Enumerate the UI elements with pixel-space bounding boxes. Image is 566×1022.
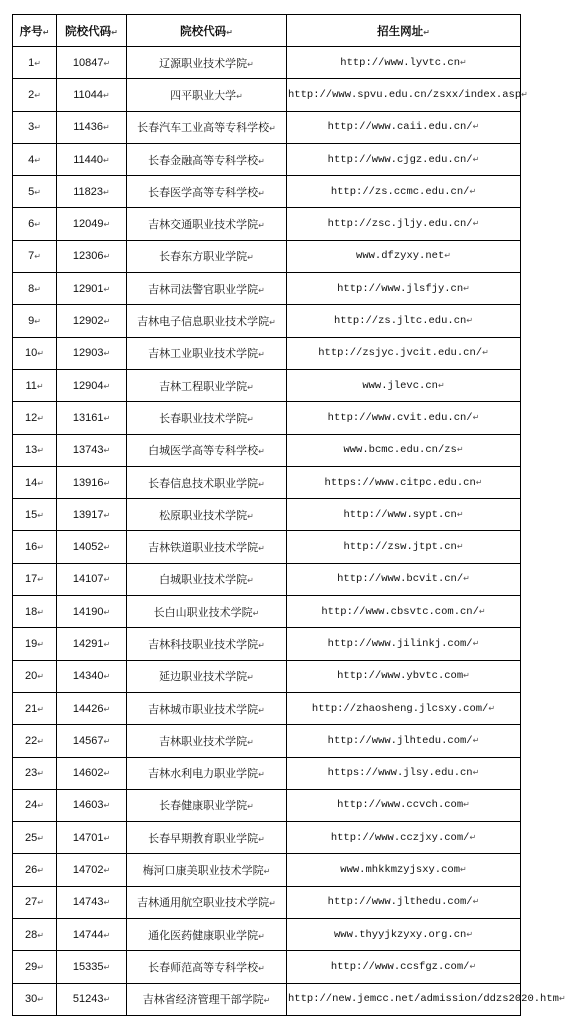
cell-school-name: 吉林工程职业学院↵ <box>127 369 287 401</box>
cell-admission-url[interactable]: www.dfzyxy.net↵ <box>287 240 521 272</box>
cell-school-name: 长春早期教育职业学院↵ <box>127 822 287 854</box>
table-row <box>13 208 521 240</box>
cell-index: 24↵ <box>13 789 57 821</box>
cell-school-code: 13161↵ <box>57 402 127 434</box>
cell-admission-url[interactable]: www.mhkkmzyjsxy.com↵ <box>287 854 521 886</box>
cell-school-name: 白城职业技术学院↵ <box>127 563 287 595</box>
cell-admission-url[interactable]: www.thyyjkzyxy.org.cn↵ <box>287 919 521 951</box>
cell-admission-url[interactable]: http://zs.ccmc.edu.cn/↵ <box>287 176 521 208</box>
cell-school-code: 12904↵ <box>57 369 127 401</box>
cell-school-code: 14190↵ <box>57 596 127 628</box>
table-row <box>13 886 521 918</box>
cell-school-code: 12902↵ <box>57 305 127 337</box>
cell-index: 14↵ <box>13 466 57 498</box>
cell-school-code: 11823↵ <box>57 176 127 208</box>
cell-index: 6↵ <box>13 208 57 240</box>
cell-admission-url[interactable]: http://www.cvit.edu.cn/↵ <box>287 402 521 434</box>
cell-school-code: 14701↵ <box>57 822 127 854</box>
cell-school-code: 14426↵ <box>57 692 127 724</box>
table-row <box>13 499 521 531</box>
cell-index: 23↵ <box>13 757 57 789</box>
cell-index: 15↵ <box>13 499 57 531</box>
cell-school-name: 吉林工业职业技术学院↵ <box>127 337 287 369</box>
cell-school-name: 长春金融高等专科学校↵ <box>127 143 287 175</box>
cell-school-code: 10847↵ <box>57 47 127 79</box>
cell-school-code: 12901↵ <box>57 273 127 305</box>
cell-index: 1↵ <box>13 47 57 79</box>
cell-school-name: 辽源职业技术学院↵ <box>127 47 287 79</box>
table-row <box>13 757 521 789</box>
cell-index: 11↵ <box>13 369 57 401</box>
cell-index: 20↵ <box>13 660 57 692</box>
cell-admission-url[interactable]: http://zs.jltc.edu.cn↵ <box>287 305 521 337</box>
cell-admission-url[interactable]: http://www.spvu.edu.cn/zsxx/index.asp↵ <box>287 79 521 111</box>
cell-index: 9↵ <box>13 305 57 337</box>
cell-school-code: 11044↵ <box>57 79 127 111</box>
cell-index: 17↵ <box>13 563 57 595</box>
table-row <box>13 596 521 628</box>
cell-school-name: 延边职业技术学院↵ <box>127 660 287 692</box>
cell-school-code: 15335↵ <box>57 951 127 983</box>
table-row <box>13 725 521 757</box>
cell-school-code: 11440↵ <box>57 143 127 175</box>
cell-index: 27↵ <box>13 886 57 918</box>
cell-school-name: 长春职业技术学院↵ <box>127 402 287 434</box>
cell-school-code: 13916↵ <box>57 466 127 498</box>
cell-school-code: 14107↵ <box>57 563 127 595</box>
table-row <box>13 47 521 79</box>
cell-index: 21↵ <box>13 692 57 724</box>
cell-index: 8↵ <box>13 273 57 305</box>
cell-school-code: 14291↵ <box>57 628 127 660</box>
cell-school-name: 长春东方职业学院↵ <box>127 240 287 272</box>
cell-admission-url[interactable]: http://www.cbsvtc.com.cn/↵ <box>287 596 521 628</box>
table-row <box>13 369 521 401</box>
cell-index: 13↵ <box>13 434 57 466</box>
cell-school-code: 12903↵ <box>57 337 127 369</box>
admissions-table <box>12 14 566 1016</box>
cell-admission-url[interactable]: http://zsc.jljy.edu.cn/↵ <box>287 208 521 240</box>
cell-school-name: 吉林铁道职业技术学院↵ <box>127 531 287 563</box>
table-row <box>13 273 521 305</box>
cell-admission-url[interactable]: http://www.bcvit.cn/↵ <box>287 563 521 595</box>
cell-index: 18↵ <box>13 596 57 628</box>
table-row <box>13 143 521 175</box>
table-row <box>13 337 521 369</box>
cell-index: 26↵ <box>13 854 57 886</box>
table-row <box>13 660 521 692</box>
cell-school-name: 吉林职业技术学院↵ <box>127 725 287 757</box>
table-row <box>13 240 521 272</box>
cell-school-name: 吉林城市职业技术学院↵ <box>127 692 287 724</box>
cell-admission-url[interactable]: https://www.citpc.edu.cn↵ <box>287 466 521 498</box>
table-row <box>13 79 521 111</box>
cell-admission-url[interactable]: http://www.ccsfgz.com/↵ <box>287 951 521 983</box>
table-row <box>13 305 521 337</box>
cell-admission-url[interactable]: http://www.jlhtedu.com/↵ <box>287 725 521 757</box>
table-row <box>13 789 521 821</box>
cell-admission-url[interactable]: http://www.cczjxy.com/↵ <box>287 822 521 854</box>
table-row <box>13 919 521 951</box>
cell-admission-url[interactable]: http://www.ccvch.com↵ <box>287 789 521 821</box>
table-row <box>13 951 521 983</box>
header-school-code: 院校代码↵ <box>57 15 127 47</box>
cell-school-name: 长春汽车工业高等专科学校↵ <box>127 111 287 143</box>
table-row <box>13 983 521 1015</box>
cell-index: 12↵ <box>13 402 57 434</box>
cell-admission-url[interactable]: http://www.jilinkj.com/↵ <box>287 628 521 660</box>
cell-school-name: 长春师范高等专科学校↵ <box>127 951 287 983</box>
cell-school-name: 长春健康职业学院↵ <box>127 789 287 821</box>
cell-school-code: 14340↵ <box>57 660 127 692</box>
table-row <box>13 692 521 724</box>
cell-school-name: 白城医学高等专科学校↵ <box>127 434 287 466</box>
table-row <box>13 822 521 854</box>
cell-index: 16↵ <box>13 531 57 563</box>
cell-admission-url[interactable]: http://zsw.jtpt.cn↵ <box>287 531 521 563</box>
cell-school-name: 吉林科技职业技术学院↵ <box>127 628 287 660</box>
cell-index: 29↵ <box>13 951 57 983</box>
cell-admission-url[interactable]: http://www.caii.edu.cn/↵ <box>287 111 521 143</box>
cell-index: 4↵ <box>13 143 57 175</box>
cell-school-name: 长白山职业技术学院↵ <box>127 596 287 628</box>
cell-school-name: 吉林司法警官职业学院↵ <box>127 273 287 305</box>
cell-index: 19↵ <box>13 628 57 660</box>
table-row <box>13 111 521 143</box>
cell-admission-url[interactable]: http://www.cjgz.edu.cn/↵ <box>287 143 521 175</box>
cell-school-name: 长春医学高等专科学校↵ <box>127 176 287 208</box>
cell-school-name: 梅河口康美职业技术学院↵ <box>127 854 287 886</box>
cell-school-name: 吉林通用航空职业技术学院↵ <box>127 886 287 918</box>
cell-school-code: 14702↵ <box>57 854 127 886</box>
header-school-name: 院校代码↵ <box>127 15 287 47</box>
cell-school-code: 11436↵ <box>57 111 127 143</box>
cell-school-name: 吉林省经济管理干部学院↵ <box>127 983 287 1015</box>
cell-index: 25↵ <box>13 822 57 854</box>
cell-index: 30↵ <box>13 983 57 1015</box>
cell-admission-url[interactable]: http://www.lyvtc.cn↵ <box>287 47 521 79</box>
cell-index: 22↵ <box>13 725 57 757</box>
table-row <box>13 628 521 660</box>
header-index: 序号↵ <box>13 15 57 47</box>
table-row <box>13 176 521 208</box>
cell-school-name: 长春信息技术职业学院↵ <box>127 466 287 498</box>
cell-school-code: 14603↵ <box>57 789 127 821</box>
cell-admission-url[interactable]: http://www.sypt.cn↵ <box>287 499 521 531</box>
cell-admission-url[interactable]: https://www.jlsy.edu.cn↵ <box>287 757 521 789</box>
cell-school-code: 12306↵ <box>57 240 127 272</box>
cell-school-code: 14567↵ <box>57 725 127 757</box>
cell-school-name: 吉林水利电力职业学院↵ <box>127 757 287 789</box>
cell-admission-url[interactable]: http://www.jlsfjy.cn↵ <box>287 273 521 305</box>
cell-admission-url[interactable]: http://www.jlthedu.com/↵ <box>287 886 521 918</box>
table-row <box>13 854 521 886</box>
table-row <box>13 434 521 466</box>
table-row <box>13 563 521 595</box>
header-admission-url: 招生网址↵ <box>287 15 521 47</box>
table-row <box>13 531 521 563</box>
cell-school-code: 51243↵ <box>57 983 127 1015</box>
cell-admission-url[interactable]: www.jlevc.cn↵ <box>287 369 521 401</box>
cell-admission-url[interactable]: http://new.jemcc.net/admission/ddzs2020.htm↵ <box>287 983 521 1015</box>
cell-admission-url[interactable]: http://zhaosheng.jlcsxy.com/↵ <box>287 692 521 724</box>
cell-index: 10↵ <box>13 337 57 369</box>
cell-index: 5↵ <box>13 176 57 208</box>
cell-school-name: 四平职业大学↵ <box>127 79 287 111</box>
cell-school-name: 通化医药健康职业学院↵ <box>127 919 287 951</box>
table-body <box>13 47 566 1016</box>
cell-school-code: 14743↵ <box>57 886 127 918</box>
cell-school-code: 12049↵ <box>57 208 127 240</box>
cell-school-name: 吉林交通职业技术学院↵ <box>127 208 287 240</box>
cell-school-name: 松原职业技术学院↵ <box>127 499 287 531</box>
cell-admission-url[interactable]: http://www.ybvtc.com↵ <box>287 660 521 692</box>
table-row <box>13 466 521 498</box>
cell-school-code: 14744↵ <box>57 919 127 951</box>
table-row <box>13 402 521 434</box>
table-header-row <box>13 15 521 47</box>
cell-index: 3↵ <box>13 111 57 143</box>
cell-school-name: 吉林电子信息职业技术学院↵ <box>127 305 287 337</box>
cell-school-code: 14602↵ <box>57 757 127 789</box>
document-page <box>12 14 566 1016</box>
cell-school-code: 13743↵ <box>57 434 127 466</box>
cell-admission-url[interactable]: http://zsjyc.jvcit.edu.cn/↵ <box>287 337 521 369</box>
cell-admission-url[interactable]: www.bcmc.edu.cn/zs↵ <box>287 434 521 466</box>
cell-index: 2↵ <box>13 79 57 111</box>
cell-index: 28↵ <box>13 919 57 951</box>
cell-index: 7↵ <box>13 240 57 272</box>
cell-school-code: 14052↵ <box>57 531 127 563</box>
cell-school-code: 13917↵ <box>57 499 127 531</box>
